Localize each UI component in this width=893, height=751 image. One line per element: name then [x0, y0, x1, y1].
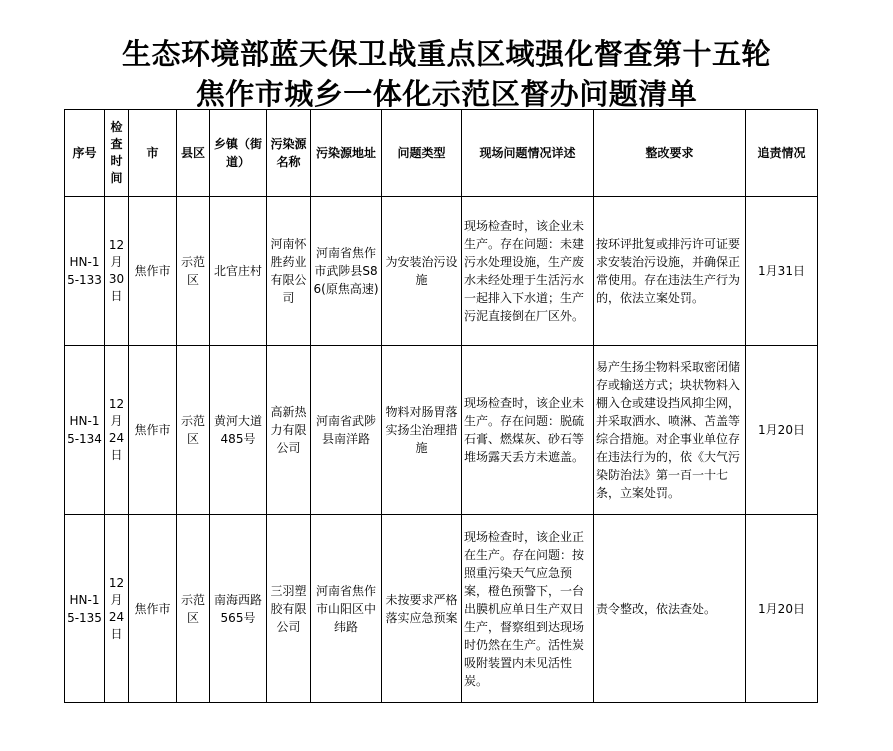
cell-address: 河南省焦作市山阳区中纬路 [311, 515, 382, 703]
header-address: 污染源地址 [311, 110, 382, 197]
header-source-name: 污染源名称 [267, 110, 311, 197]
cell-accountability: 1月20日 [746, 515, 818, 703]
header-date: 检查时间 [105, 110, 129, 197]
cell-detail: 现场检查时，该企业未生产。存在问题：未建污水处理设施，生产废水未经处理于生活污水一起排入下水道；生产污泥直接倒在厂区外。 [462, 197, 594, 346]
table-row [65, 346, 818, 515]
cell-address: 河南省武陟县南洋路 [311, 346, 382, 515]
cell-requirement: 责令整改，依法查处。 [594, 515, 746, 703]
table-row [65, 197, 818, 346]
header-detail: 现场问题情况详述 [462, 110, 594, 197]
header-requirement: 整改要求 [594, 110, 746, 197]
cell-city: 焦作市 [129, 346, 177, 515]
cell-accountability: 1月20日 [746, 346, 818, 515]
cell-date: 12月24日 [105, 346, 129, 515]
cell-district: 示范区 [177, 197, 210, 346]
cell-town: 南海西路565号 [210, 515, 267, 703]
cell-district: 示范区 [177, 346, 210, 515]
cell-problem-type: 物料对肠胃落实扬尘治理措施 [382, 346, 462, 515]
cell-problem-type: 未按要求严格落实应急预案 [382, 515, 462, 703]
cell-problem-type: 为安装治污设施 [382, 197, 462, 346]
cell-detail: 现场检查时，该企业正在生产。存在问题：按照重污染天气应急预案，橙色预警下，一台出膜机应单日生产双日生产，督察组到达现场时仍然在生产。活性炭吸附装置内未见活性炭。 [462, 515, 594, 703]
cell-seq: HN-15-133 [65, 197, 105, 346]
cell-seq: HN-15-134 [65, 346, 105, 515]
cell-city: 焦作市 [129, 515, 177, 703]
cell-source-name: 河南怀胜药业有限公司 [267, 197, 311, 346]
cell-requirement: 按环评批复或排污许可证要求安装治污设施，并确保正常使用。存在违法生产行为的，依法立案处罚。 [594, 197, 746, 346]
cell-address: 河南省焦作市武陟县S86(原焦高速) [311, 197, 382, 346]
header-town: 乡镇（街道） [210, 110, 267, 197]
header-district: 县区 [177, 110, 210, 197]
cell-detail: 现场检查时，该企业未生产。存在问题：脱硫石膏、燃煤灰、砂石等堆场露天丢方未遮盖。 [462, 346, 594, 515]
cell-seq: HN-15-135 [65, 515, 105, 703]
header-city: 市 [129, 110, 177, 197]
header-problem-type: 问题类型 [382, 110, 462, 197]
cell-district: 示范区 [177, 515, 210, 703]
cell-town: 黄河大道485号 [210, 346, 267, 515]
header-accountability: 追责情况 [746, 110, 818, 197]
issue-table [64, 109, 818, 703]
header-seq: 序号 [65, 110, 105, 197]
cell-source-name: 高新热力有限公司 [267, 346, 311, 515]
cell-date: 12月30日 [105, 197, 129, 346]
cell-date: 12月24日 [105, 515, 129, 703]
cell-accountability: 1月31日 [746, 197, 818, 346]
cell-source-name: 三羽塑胶有限公司 [267, 515, 311, 703]
cell-requirement: 易产生扬尘物料采取密闭储存或输送方式；块状物料入棚入仓或建设挡风抑尘网，并采取洒水、喷淋、苫盖等综合措施。对企事业单位存在违法行为的，依《大气污染防治法》第一百一十七条，立案处罚。 [594, 346, 746, 515]
document-title-line1: 生态环境部蓝天保卫战重点区域强化督查第十五轮 [121, 37, 771, 71]
document-title-line2: 焦作市城乡一体化示范区督办问题清单 [195, 77, 698, 111]
table-row [65, 515, 818, 703]
table-header-row [65, 110, 818, 197]
cell-city: 焦作市 [129, 197, 177, 346]
cell-town: 北官庄村 [210, 197, 267, 346]
